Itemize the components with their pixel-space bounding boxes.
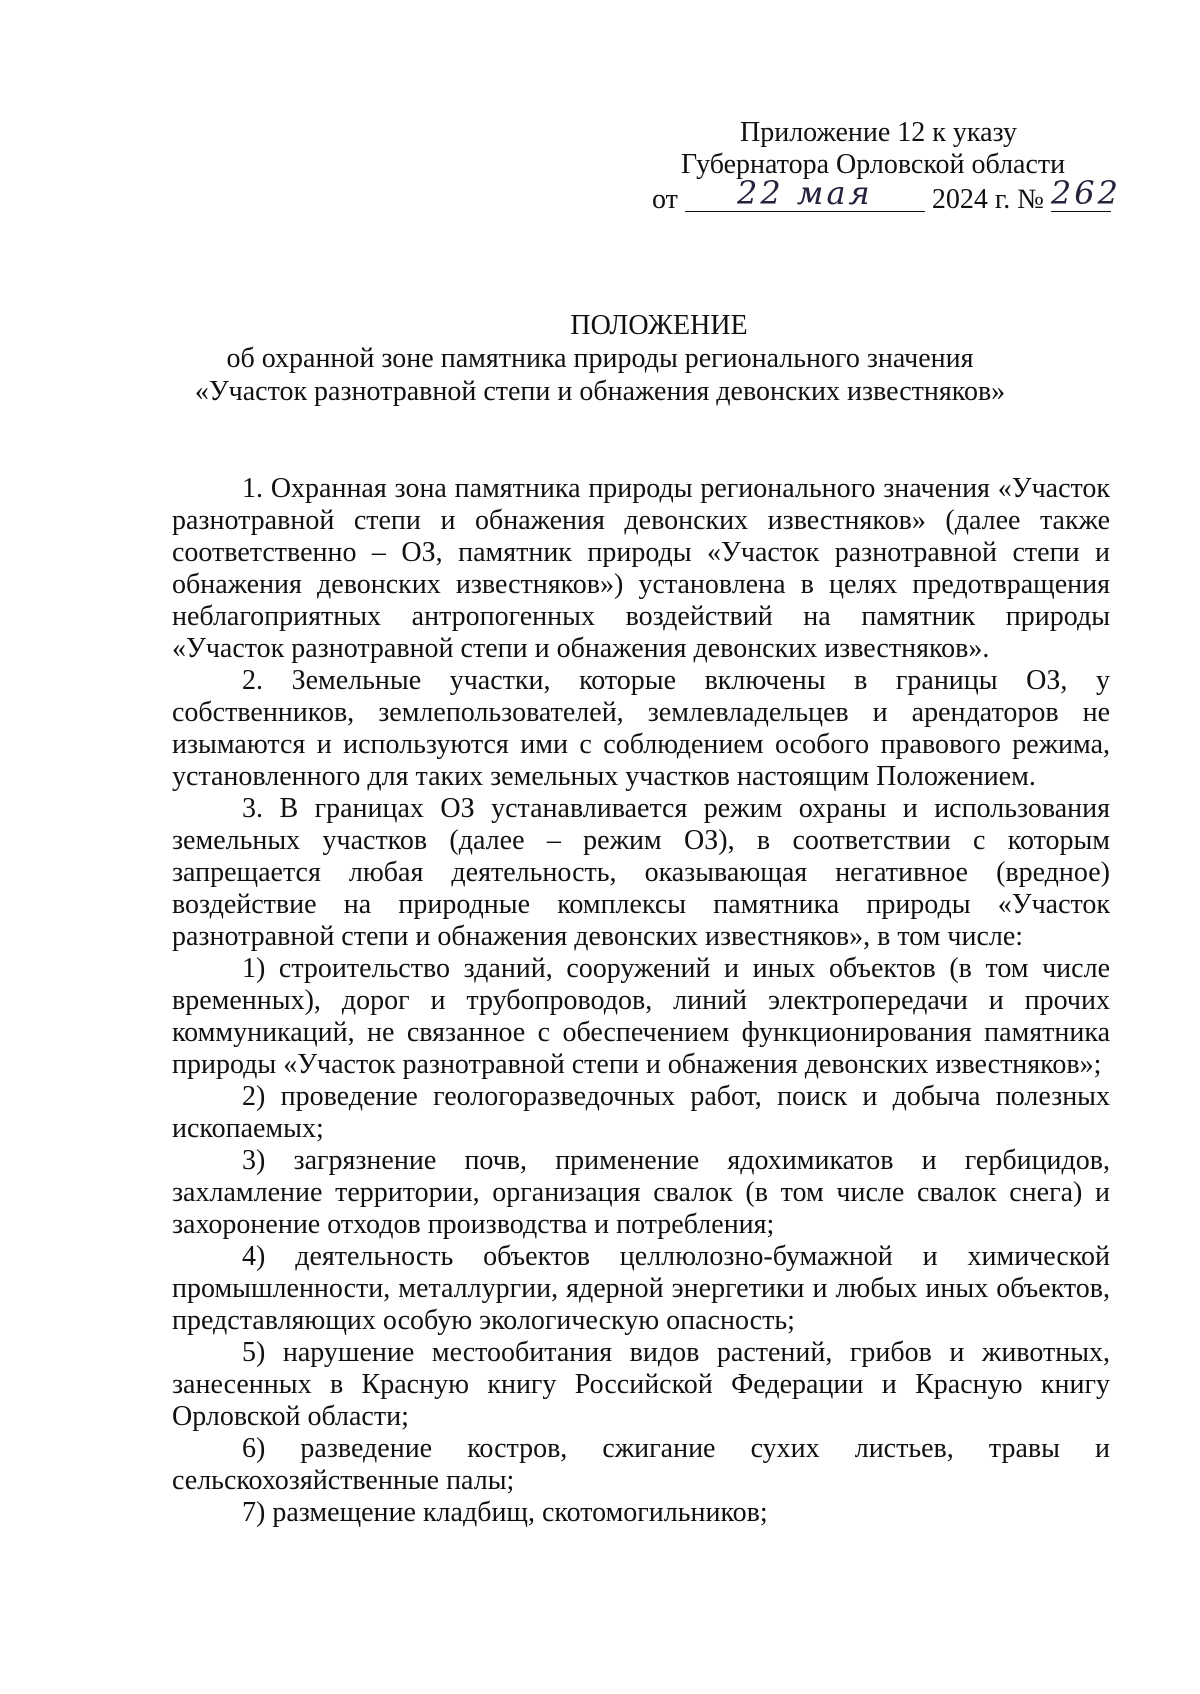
- appendix-line-2: Губернатора Орловской области: [681, 149, 1066, 180]
- list-item-5: 5) нарушение местообитания видов растений, грибов и животных, занесенных в Красную книгу Российской Федерации и Красную книгу Орловской области;: [172, 1337, 1110, 1432]
- title-heading: ПОЛОЖЕНИЕ: [570, 310, 748, 341]
- appendix-line-1: Приложение 12 к указу: [740, 117, 1017, 148]
- date-fill-line: [685, 174, 925, 212]
- paragraph-1: 1. Охранная зона памятника природы регионального значения «Участок разнотравной степи и обнажения девонских известняков» (далее также соответственно – ОЗ, памятник природы «Участок разнотравной степи и обнажения девонских известняков») установлена в целях предотвращения неблагоприятных антропогенных воздействий на памятник природы «Участок разнотравной степи и обнажения девонских известняков».: [172, 473, 1110, 664]
- appendix-year-number: 2024 г. №: [931, 184, 1044, 215]
- list-item-4: 4) деятельность объектов целлюлозно-бумажной и химической промышленности, металлургии, ядерной энергетики и любых иных объектов, представляющих особую экологическую опасность;: [172, 1241, 1110, 1336]
- handwritten-date: 22 мая: [737, 174, 873, 212]
- appendix-date-prefix: от: [652, 184, 678, 215]
- paragraph-2: 2. Земельные участки, которые включены в границы ОЗ, у собственников, землепользователей, землевладельцев и арендаторов не изымаются и используются ими с соблюдением особого правового режима, установленного для таких земельных участков настоящим Положением.: [172, 665, 1110, 792]
- title-subtitle-line-2: «Участок разнотравной степи и обнажения девонских известняков»: [194, 376, 1006, 407]
- list-item-2: 2) проведение геологоразведочных работ, поиск и добыча полезных ископаемых;: [172, 1081, 1110, 1144]
- appendix-header: [600, 117, 1140, 216]
- list-item-1: 1) строительство зданий, сооружений и иных объектов (в том числе временных), дорог и трубопроводов, линий электропередачи и прочих коммуникаций, не связанное с обеспечением функционирования памятника природы «Участок разнотравной степи и обнажения девонских известняков»;: [172, 953, 1110, 1080]
- title-subtitle-line-1: об охранной зоне памятника природы регионального значения: [226, 343, 974, 374]
- list-item-6: 6) разведение костров, сжигание сухих листьев, травы и сельскохозяйственные палы;: [172, 1433, 1110, 1496]
- document-body: [172, 473, 1110, 1529]
- number-fill-line: [1050, 174, 1121, 212]
- list-item-3: 3) загрязнение почв, применение ядохимикатов и гербицидов, захламление территории, организация свалок (в том числе свалок снега) и захоронение отходов производства и потребления;: [172, 1145, 1110, 1240]
- list-item-7: 7) размещение кладбищ, скотомогильников;: [242, 1497, 768, 1528]
- handwritten-number: 262: [1050, 174, 1121, 212]
- appendix-line-3: [600, 174, 1140, 216]
- paragraph-3: 3. В границах ОЗ устанавливается режим охраны и использования земельных участков (далее – режим ОЗ), в соответствии с которым запрещается любая деятельность, оказывающая негативное (вредное) воздействие на природные комплексы памятника природы «Участок разнотравной степи и обнажения девонских известняков», в том числе:: [172, 793, 1110, 952]
- document-title: [0, 309, 1200, 408]
